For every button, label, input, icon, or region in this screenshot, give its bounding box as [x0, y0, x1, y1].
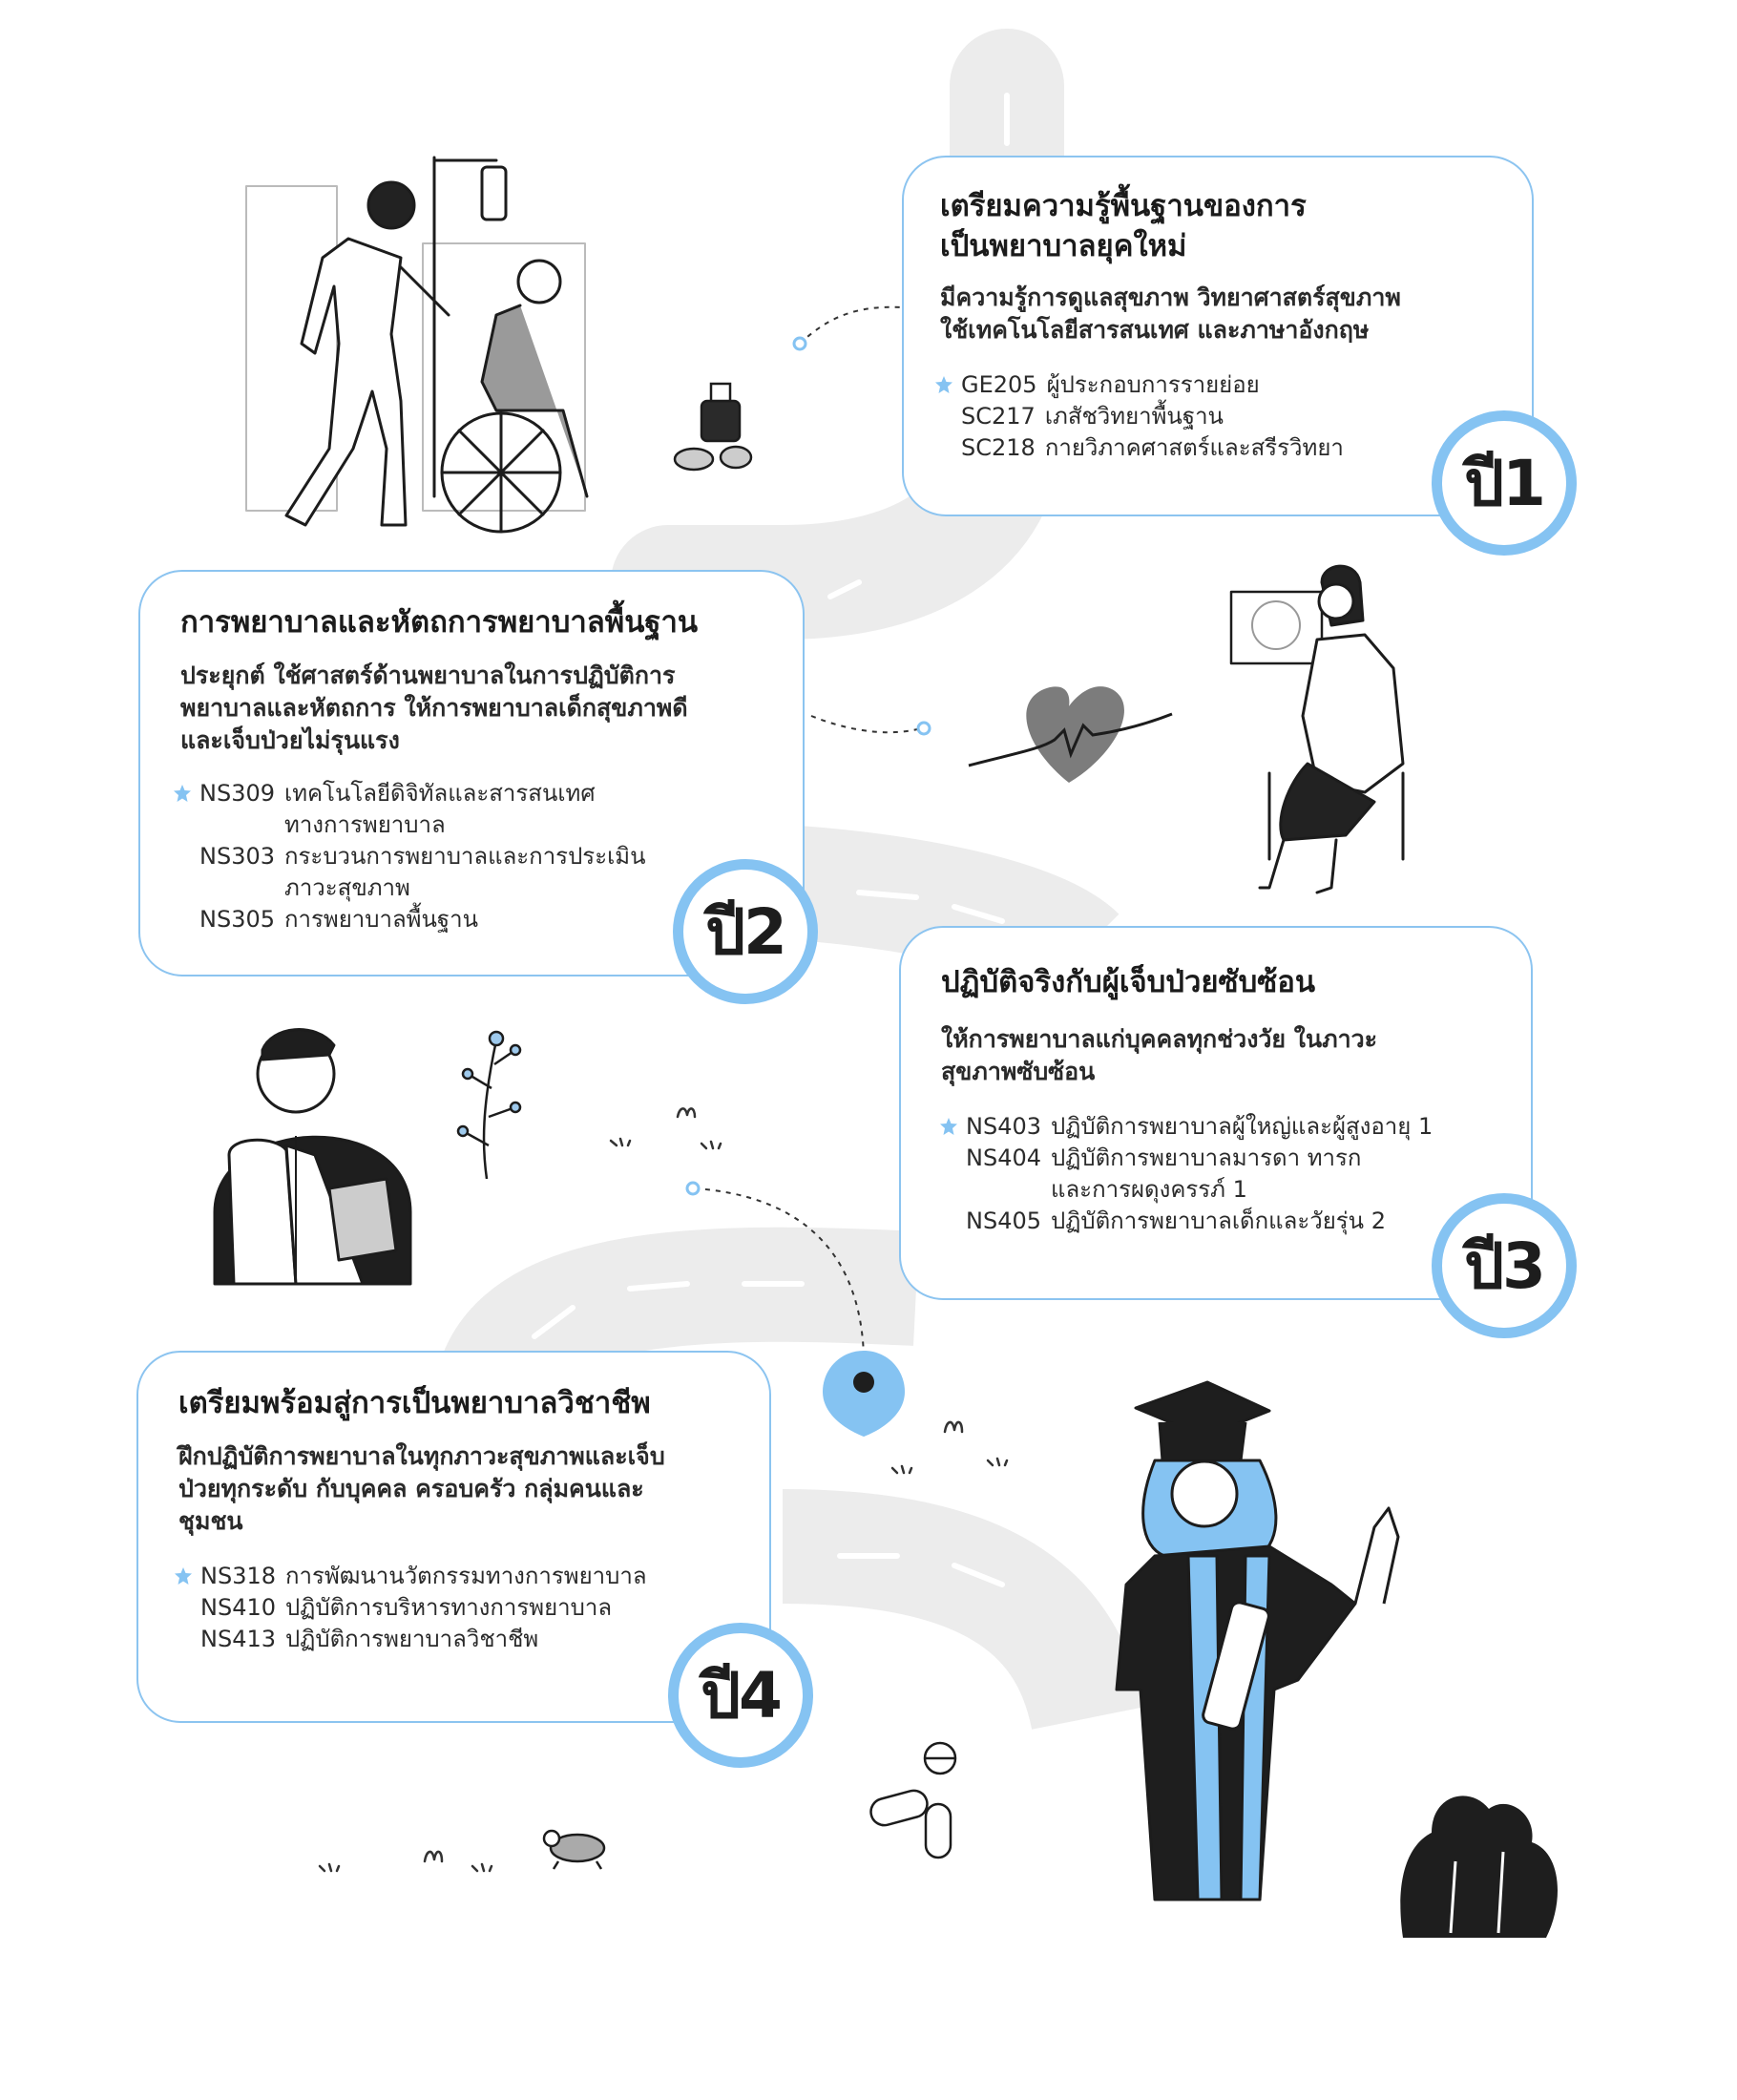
stage-title-line: ปฏิบัติจริงกับผู้เจ็บป่วยซับซ้อน: [941, 965, 1316, 999]
year-badge: ปี4: [668, 1623, 813, 1768]
course-name: [284, 841, 696, 904]
map-pin-icon: [823, 1351, 905, 1437]
course-code: NS303: [199, 843, 275, 870]
course-name-line: ภาวะสุขภาพ: [284, 874, 410, 901]
stage-description-line: ชุมชน: [178, 1507, 243, 1535]
nurse-pushing-wheelchair-illustration: [246, 158, 587, 532]
stage-description: [180, 660, 688, 757]
course-name: [1051, 1143, 1510, 1206]
course-code: NS309: [199, 780, 275, 807]
course-list: [961, 369, 1496, 464]
course-name: ปฏิบัติการพยาบาลผู้ใหญ่และผู้สูงอายุ 1: [1051, 1113, 1434, 1140]
course-code: SC218: [961, 434, 1036, 461]
course-name: เภสัชวิทยาพื้นฐาน: [1044, 403, 1224, 430]
stage-title: [178, 1383, 651, 1423]
doctor-with-clipboard-illustration: [215, 1030, 410, 1284]
course-list: [200, 1561, 735, 1655]
stage-description-line: ใช้เทคโนโลยีสารสนเทศ และภาษาอังกฤษ: [940, 316, 1370, 344]
turtle-icon: [544, 1831, 604, 1869]
stage-description-line: พยาบาลและหัตถการ ให้การพยาบาลเด็กสุขภาพดี: [180, 694, 688, 722]
course-name: ปฏิบัติการบริหารทางการพยาบาล: [285, 1594, 613, 1621]
course-code: NS413: [200, 1626, 276, 1652]
year-badge: ปี3: [1432, 1193, 1577, 1338]
course-code: NS318: [200, 1563, 276, 1589]
course-name-line: ทางการพยาบาล: [284, 811, 446, 838]
course-code: SC217: [961, 403, 1036, 430]
stage-title-line: เตรียมความรู้พื้นฐานของการ: [940, 189, 1307, 223]
plant-sprig-icon: [458, 1032, 520, 1179]
stage-title-line: การพยาบาลและหัตถการพยาบาลพื้นฐาน: [180, 605, 699, 640]
stage-description-line: ให้การพยาบาลแก่บุคคลทุกช่วงวัย ในภาวะ: [941, 1025, 1378, 1053]
star-bullet-icon: [939, 1117, 958, 1136]
stage-description-line: มีความรู้การดูแลสุขภาพ วิทยาศาสตร์สุขภาพ: [940, 284, 1401, 311]
course-name: กายวิภาคศาสตร์และสรีรวิทยา: [1044, 434, 1344, 461]
course-name-line: เทคโนโลยีดิจิทัลและสารสนเทศ: [284, 780, 596, 807]
course-code: NS410: [200, 1594, 276, 1621]
course-name: ปฏิบัติการพยาบาลวิชาชีพ: [285, 1626, 539, 1652]
stage-description-line: และเจ็บป่วยไม่รุนแรง: [180, 726, 400, 754]
course-code: GE205: [961, 371, 1037, 398]
connector-dot: [918, 723, 930, 734]
bush-icon: [1400, 1796, 1558, 1938]
course-item: [966, 1206, 1510, 1237]
course-item: [199, 778, 696, 841]
year-badge: ปี1: [1432, 410, 1577, 556]
course-item: [966, 1143, 1510, 1206]
course-name: [284, 778, 696, 841]
stage-description-line: ฝึกปฏิบัติการพยาบาลในทุกภาวะสุขภาพและเจ็บ: [178, 1442, 665, 1470]
course-item: [200, 1624, 735, 1655]
stage-description-line: ประยุกต์ ใช้ศาสตร์ด้านพยาบาลในการปฏิบัติการ: [180, 662, 676, 689]
course-item: [200, 1561, 735, 1592]
star-bullet-icon: [934, 375, 953, 394]
course-list: [966, 1111, 1510, 1237]
stage-title: [940, 186, 1307, 266]
course-name-line: ปฏิบัติการพยาบาลมารดา ทารก: [1051, 1144, 1362, 1171]
course-name-line: และการผดุงครรภ์ 1: [1051, 1176, 1247, 1203]
course-code: NS405: [966, 1208, 1041, 1234]
course-item: [961, 432, 1496, 464]
stage-title: [180, 602, 698, 642]
nurse-at-monitor-illustration: [1231, 566, 1403, 892]
course-code: NS305: [199, 906, 275, 933]
star-bullet-icon: [173, 784, 192, 803]
stage-description: [178, 1440, 665, 1538]
medicine-bottle-icon: [675, 384, 751, 470]
stage-description-line: ป่วยทุกระดับ กับบุคคล ครอบครัว กลุ่มคนและ: [178, 1475, 644, 1502]
connector-dot: [687, 1183, 699, 1194]
stage-description-line: สุขภาพซับซ้อน: [941, 1058, 1096, 1085]
year-badge: ปี2: [673, 859, 818, 1004]
course-item: [966, 1111, 1510, 1143]
course-item: [961, 401, 1496, 432]
stage-description: [940, 282, 1401, 346]
course-code: NS403: [966, 1113, 1041, 1140]
course-item: [200, 1592, 735, 1624]
pills-icon: [868, 1743, 955, 1858]
course-name: ผู้ประกอบการรายย่อย: [1046, 371, 1260, 398]
stage-description: [941, 1023, 1377, 1088]
course-item: [199, 841, 696, 904]
stage-title: [941, 962, 1315, 1002]
course-name-line: กระบวนการพยาบาลและการประเมิน: [284, 843, 646, 870]
course-item: [961, 369, 1496, 401]
course-list: [199, 778, 696, 935]
course-name: ปฏิบัติการพยาบาลเด็กและวัยรุ่น 2: [1051, 1208, 1386, 1234]
heartbeat-heart-icon: [969, 686, 1172, 783]
course-item: [199, 904, 696, 935]
course-code: NS404: [966, 1144, 1041, 1171]
stage-title-line: เป็นพยาบาลยุคใหม่: [940, 229, 1187, 263]
connector-dot: [794, 338, 806, 349]
course-name: การพยาบาลพื้นฐาน: [284, 906, 479, 933]
graduate-illustration: [1117, 1382, 1398, 1900]
star-bullet-icon: [174, 1566, 193, 1586]
course-name: การพัฒนานวัตกรรมทางการพยาบาล: [285, 1563, 647, 1589]
stage-title-line: เตรียมพร้อมสู่การเป็นพยาบาลวิชาชีพ: [178, 1386, 651, 1420]
